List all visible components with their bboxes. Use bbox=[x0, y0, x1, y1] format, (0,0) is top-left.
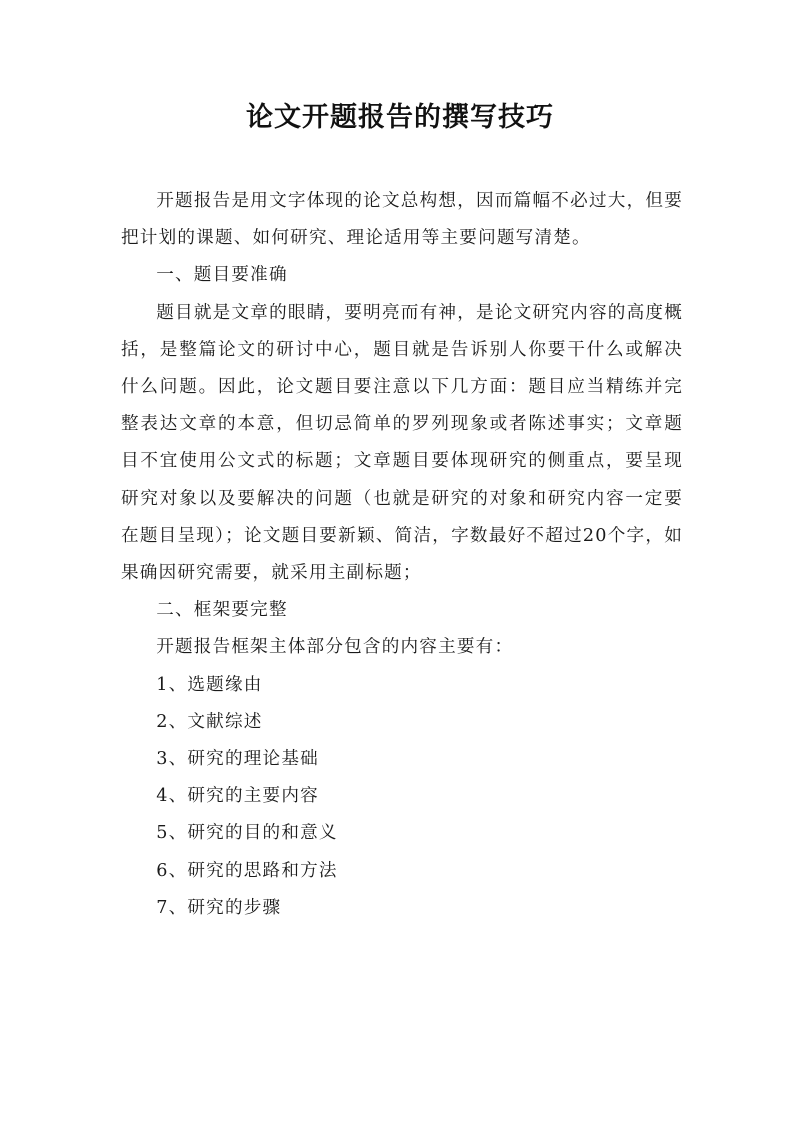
list-item: 7、研究的步骤 bbox=[156, 897, 282, 918]
intro-paragraph: 开题报告是用文字体现的论文总构想，因而篇幅不必过大，但要把计划的课题、如何研究、理论适用等主要问题写清楚。 bbox=[121, 191, 683, 249]
section-paragraph-2: 开题报告框架主体部分包含的内容主要有： bbox=[156, 637, 514, 658]
section-paragraph-1: 题目就是文章的眼睛，要明亮而有神，是论文研究内容的高度概括，是整篇论文的研讨中心，题目就是告诉别人你要干什么或解决什么问题。因此，论文题目要注意以下几方面：题目应当精练并完整表达文章的本意，但切忌简单的罗列现象或者陈述事实；文章题目不宜使用公文式的标题；文章题目要体现研究的侧重点，要呈现研究对象以及要解决的问题（也就是研究的对象和研究内容一定要在题目呈现）；论文题目要新颖、简洁，字数最好不超过20个字，如果确因研究需要，就采用主副标题； bbox=[121, 302, 683, 584]
list-item: 4、研究的主要内容 bbox=[156, 786, 319, 807]
list-item: 6、研究的思路和方法 bbox=[156, 860, 338, 881]
section-heading-2: 二、框架要完整 bbox=[156, 600, 288, 621]
list-item: 3、研究的理论基础 bbox=[156, 749, 319, 770]
section-heading-1: 一、题目要准确 bbox=[156, 265, 288, 286]
document-title: 论文开题报告的撰写技巧 bbox=[246, 102, 554, 133]
list-item: 2、文献综述 bbox=[156, 711, 263, 732]
document-body bbox=[121, 183, 683, 927]
list-item: 1、选题缘由 bbox=[156, 674, 263, 695]
list-item: 5、研究的目的和意义 bbox=[156, 823, 338, 844]
